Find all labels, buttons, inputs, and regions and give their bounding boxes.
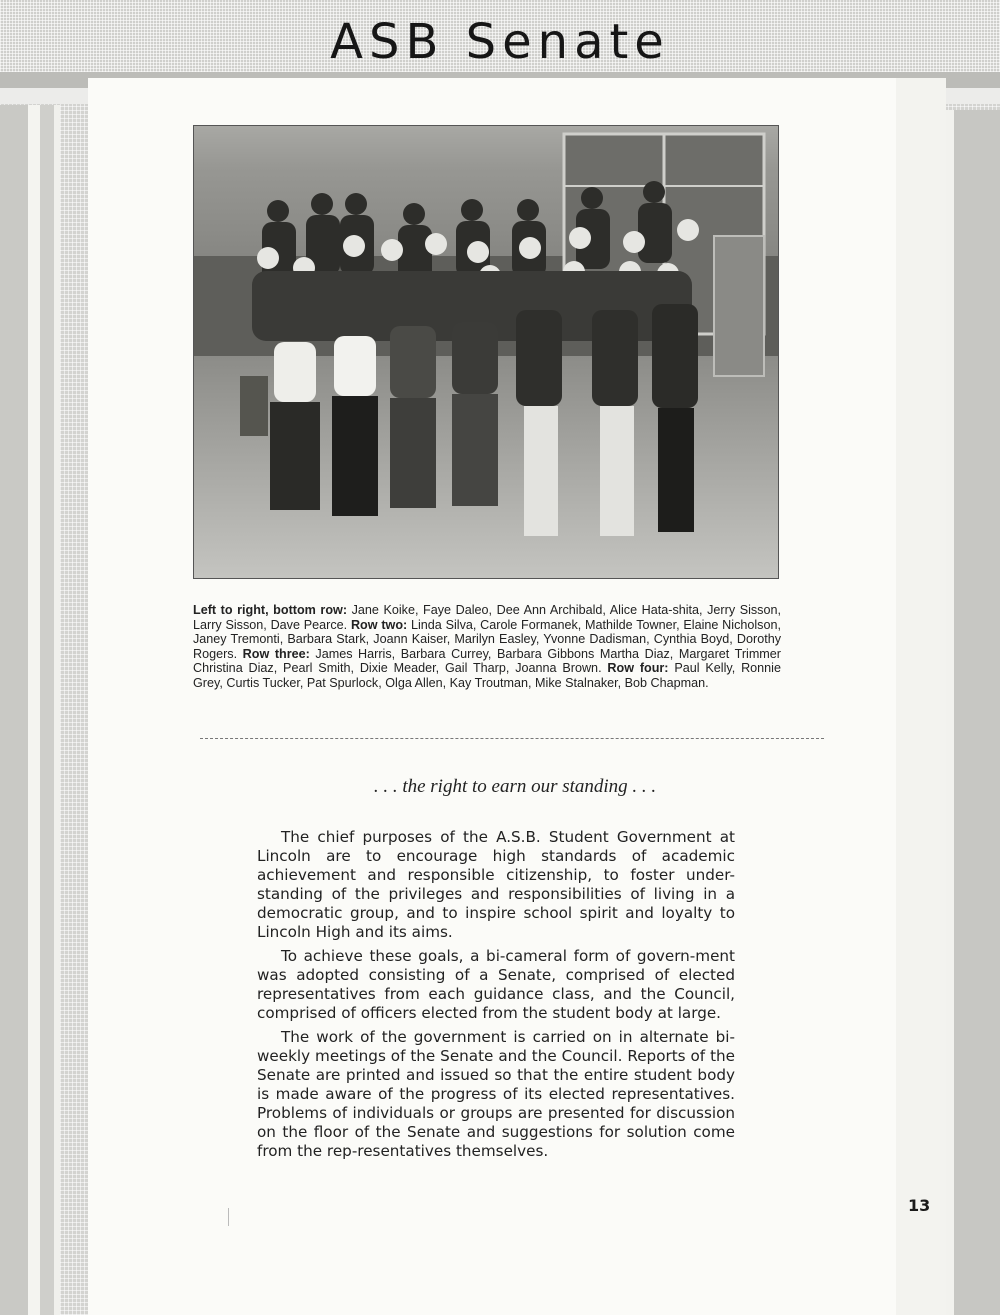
caption-row-label: Row two: [350,617,408,632]
page-edge [896,78,946,1315]
decorative-stripe [40,105,54,1315]
caption-row-label: Left to right, bottom row: [193,603,348,617]
tagline: . . . the right to earn our standing . . . [373,776,657,797]
caption-row-label: Row four: [607,661,669,676]
page-title: ASB Senate [330,14,670,70]
decorative-stripe [28,105,40,1315]
group-photo-illustration [194,126,778,578]
body-paragraph: The chief purposes of the A.S.B. Student Government at Lincoln are to encourage high standards of academic achievement and responsible citizenship, to foster under-standing of the privileges and responsibilities of living in a democratic group, and to inspire school spirit and loyalty to Lincoln High and its aims. [257,828,735,941]
photo-caption [193,603,781,691]
caption-names: Jane Koike, Faye Daleo, Dee Ann Archibald, Alice Hata-shita, Jerry Sisson, Larry Sisson, Dave Pearce. [193,603,781,632]
decorative-stripe [54,105,60,1315]
group-photo [193,125,779,579]
caption-names: Linda Silva, Carole Formanek, Mathilde Towner, Elaine Nicholson, Janey Tremonti, Barbara Stark, Joann Kaiser, Marilyn Easley, Yvonne Dadisman, Cynthia Boyd, Dorothy Rogers. [193,617,781,661]
decorative-stripe [0,105,28,1315]
caption-row-label: Row three: [242,646,310,661]
body-text [257,828,735,1166]
caption-names: James Harris, Barbara Currey, Barbara Gibbons Martha Diaz, Margaret Trimmer Christina Diaz, Pearl Smith, Dixie Meader, Gail Tharp, Joanna Brown. [193,646,781,676]
body-paragraph: To achieve these goals, a bi-cameral form of govern-ment was adopted consisting of a Senate, comprised of elected representatives from each guidance class, and the Council, comprised of officers elected from the student body at large. [257,947,735,1022]
paper-mark [228,1208,229,1226]
divider [200,738,824,739]
caption-names: Paul Kelly, Ronnie Grey, Curtis Tucker, Pat Spurlock, Olga Allen, Kay Troutman, Mike Stalnaker, Bob Chapman. [193,661,781,690]
decorative-stripe [946,110,954,1315]
page-number: 13 [908,1196,931,1215]
decorative-stripe [954,110,1000,1315]
body-paragraph: The work of the government is carried on in alternate bi-weekly meetings of the Senate and the Council. Reports of the Senate are printed and issued so that the entire student body is made aware of the progress of its elected representatives. Problems of individuals or groups are presented for discussion on the floor of the Senate and suggestions for solution come from the rep-resentatives themselves. [257,1028,735,1160]
